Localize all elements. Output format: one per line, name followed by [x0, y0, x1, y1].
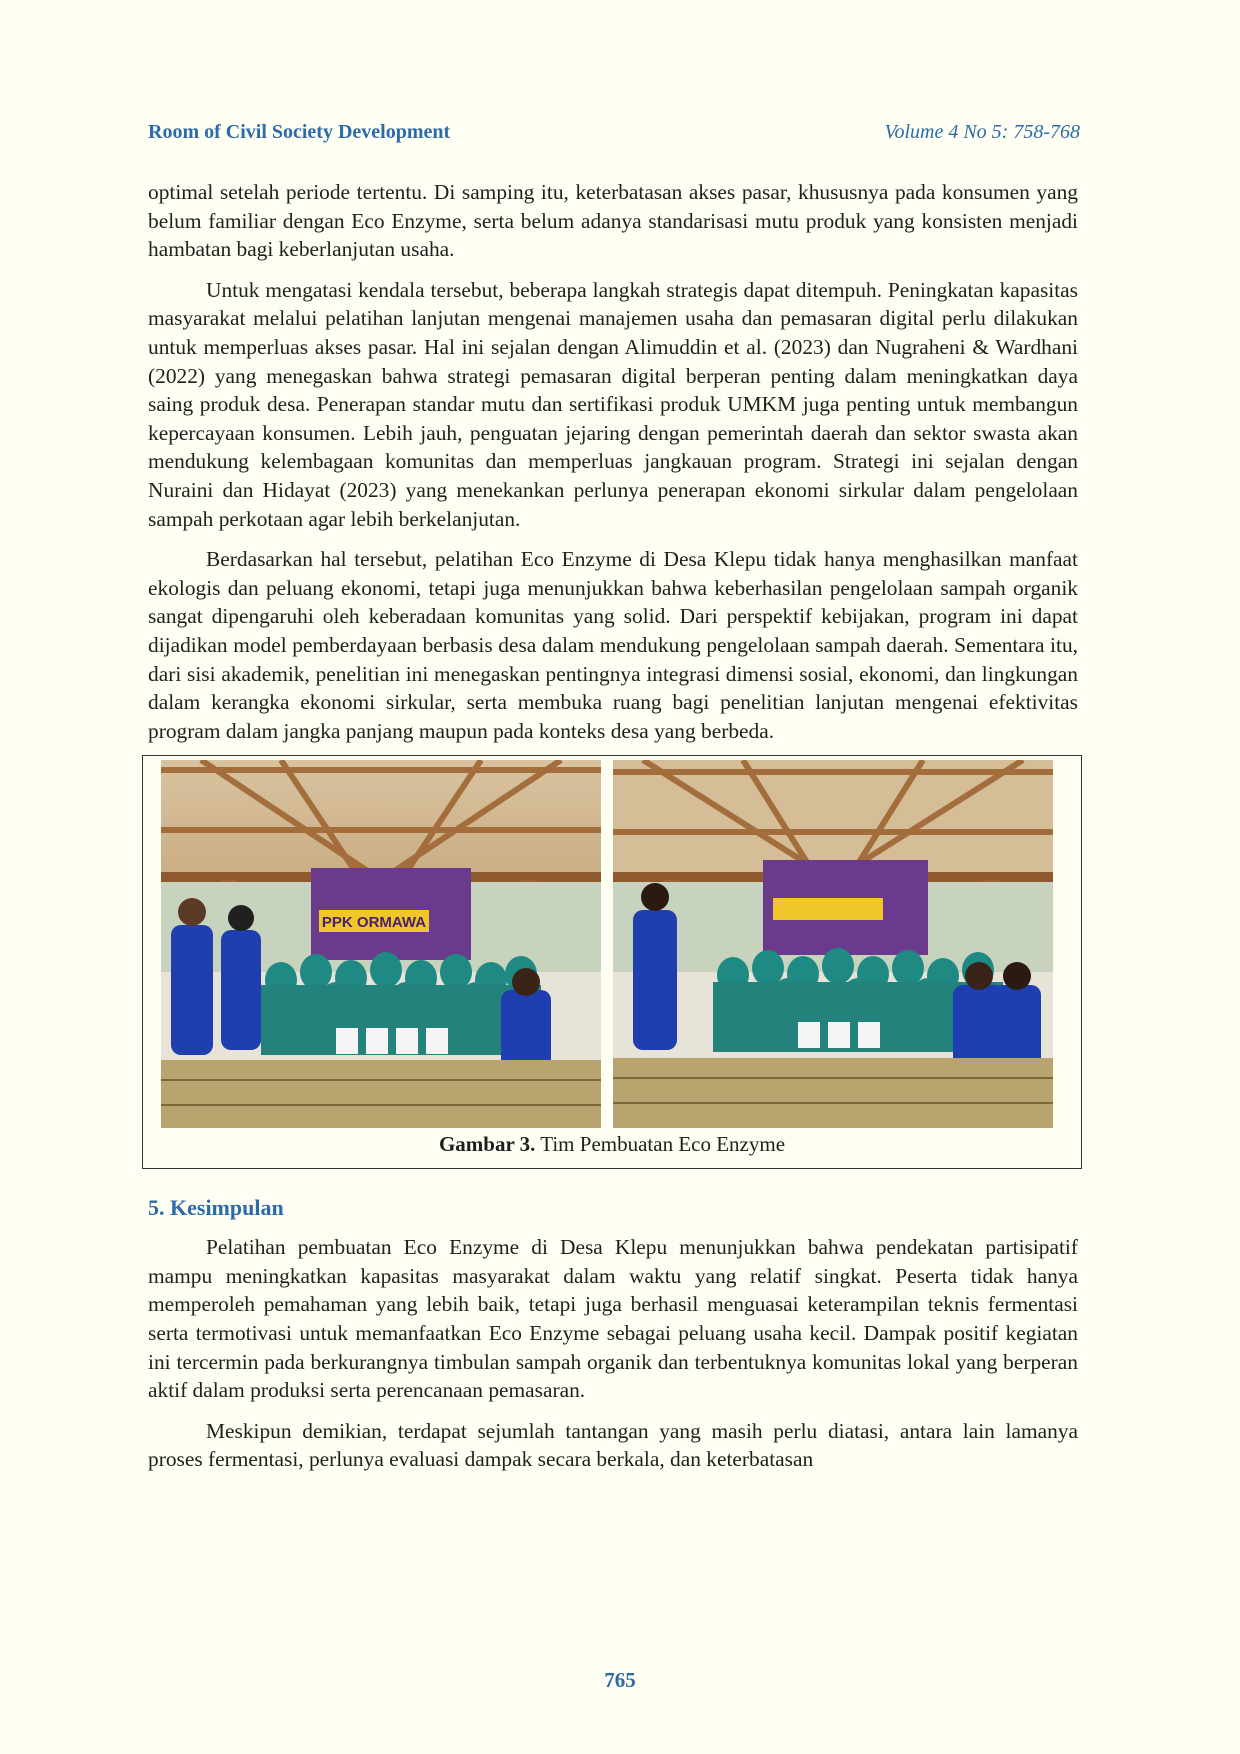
paragraph-conclusion: Pelatihan pembuatan Eco Enzyme di Desa Klepu menunjukkan bahwa pendekatan partisipatif mampu meningkatkan kapasitas masyarakat dalam waktu yang relatif singkat. Peserta tidak hanya memperoleh pemahaman yang lebih baik, tetapi juga berhasil menguasai keterampilan teknis fermentasi serta termotivasi untuk memanfaatkan Eco Enzyme sebagai peluang usaha kecil. Dampak positif kegiatan ini tercermin pada berkurangnya timbulan sampah organik dan terbentuknya komunitas lokal yang berperan aktif dalam produksi serta perencanaan pemasaran.	[148, 1235, 1078, 1403]
paragraph-continued: optimal setelah periode tertentu. Di samping itu, keterbatasan akses pasar, khususnya pada konsumen yang belum familiar dengan Eco Enzyme, serta belum adanya standarisasi mutu produk yang konsisten menjadi hambatan bagi keberlanjutan usaha.	[148, 180, 1078, 262]
caption-text: Tim Pembuatan Eco Enzyme	[535, 1132, 786, 1157]
paragraph-strategy: Untuk mengatasi kendala tersebut, beberapa langkah strategis dapat ditempuh. Peningkatan kapasitas masyarakat melalui pelatihan lanjutan mengenai manajemen usaha dan pemasaran digital perlu dilakukan untuk memperluas akses pasar. Hal ini sejalan dengan Alimuddin et al. (2023) dan Nugraheni & Wardhani (2022) yang menegaskan bahwa strategi pemasaran digital berperan penting dalam meningkatkan daya saing produk desa. Penerapan standar mutu dan sertifikasi produk UMKM juga penting untuk membangun kepercayaan konsumen. Lebih jauh, penguatan jejaring dengan pemerintah daerah dan sektor swasta akan mendukung kelembagaan komunitas dan memperluas jangkauan program. Strategi ini sejalan dengan Nuraini dan Hidayat (2023) yang menekankan perlunya penerapan ekonomi sirkular dalam pengelolaan sampah perkotaan agar lebih berkelanjutan.	[148, 277, 1078, 531]
figure-3	[142, 755, 1082, 1169]
paragraph-implications: Berdasarkan hal tersebut, pelatihan Eco Enzyme di Desa Klepu tidak hanya menghasilkan manfaat ekologis dan peluang ekonomi, tetapi juga menunjukkan bahwa keberhasilan pengelolaan sampah organik sangat dipengaruhi oleh keberadaan komunitas yang solid. Dari perspektif kebijakan, program ini dapat dijadikan model pemberdayaan berbasis desa dalam mendukung pengelolaan sampah daerah. Sementara itu, dari sisi akademik, penelitian ini menegaskan pentingnya integrasi dimensi sosial, ekonomi, dan lingkungan dalam kerangka ekonomi sirkular, serta membuka ruang bagi penelitian lanjutan mengenai efektivitas program dalam jangka panjang maupun pada konteks desa yang berbeda.	[148, 547, 1078, 743]
page-number: 765	[604, 1668, 636, 1692]
team-photo-left	[161, 760, 601, 1128]
figure-caption	[143, 1132, 1081, 1157]
banner-text: PPK ORMAWA	[321, 914, 427, 932]
volume-info: Volume 4 No 5: 758-768	[884, 121, 1080, 143]
caption-label: Gambar 3.	[438, 1132, 536, 1157]
journal-name: Room of Civil Society Development	[148, 121, 451, 143]
running-header	[148, 121, 1080, 144]
paragraph-challenges: Meskipun demikian, terdapat sejumlah tantangan yang masih perlu diatasi, antara lain lamanya proses fermentasi, perlunya evaluasi dampak secara berkala, dan keterbatasan	[148, 1418, 1078, 1472]
section-heading: 5. Kesimpulan	[148, 1195, 284, 1221]
page-body	[148, 178, 1078, 1474]
team-photo-right	[613, 760, 1053, 1128]
